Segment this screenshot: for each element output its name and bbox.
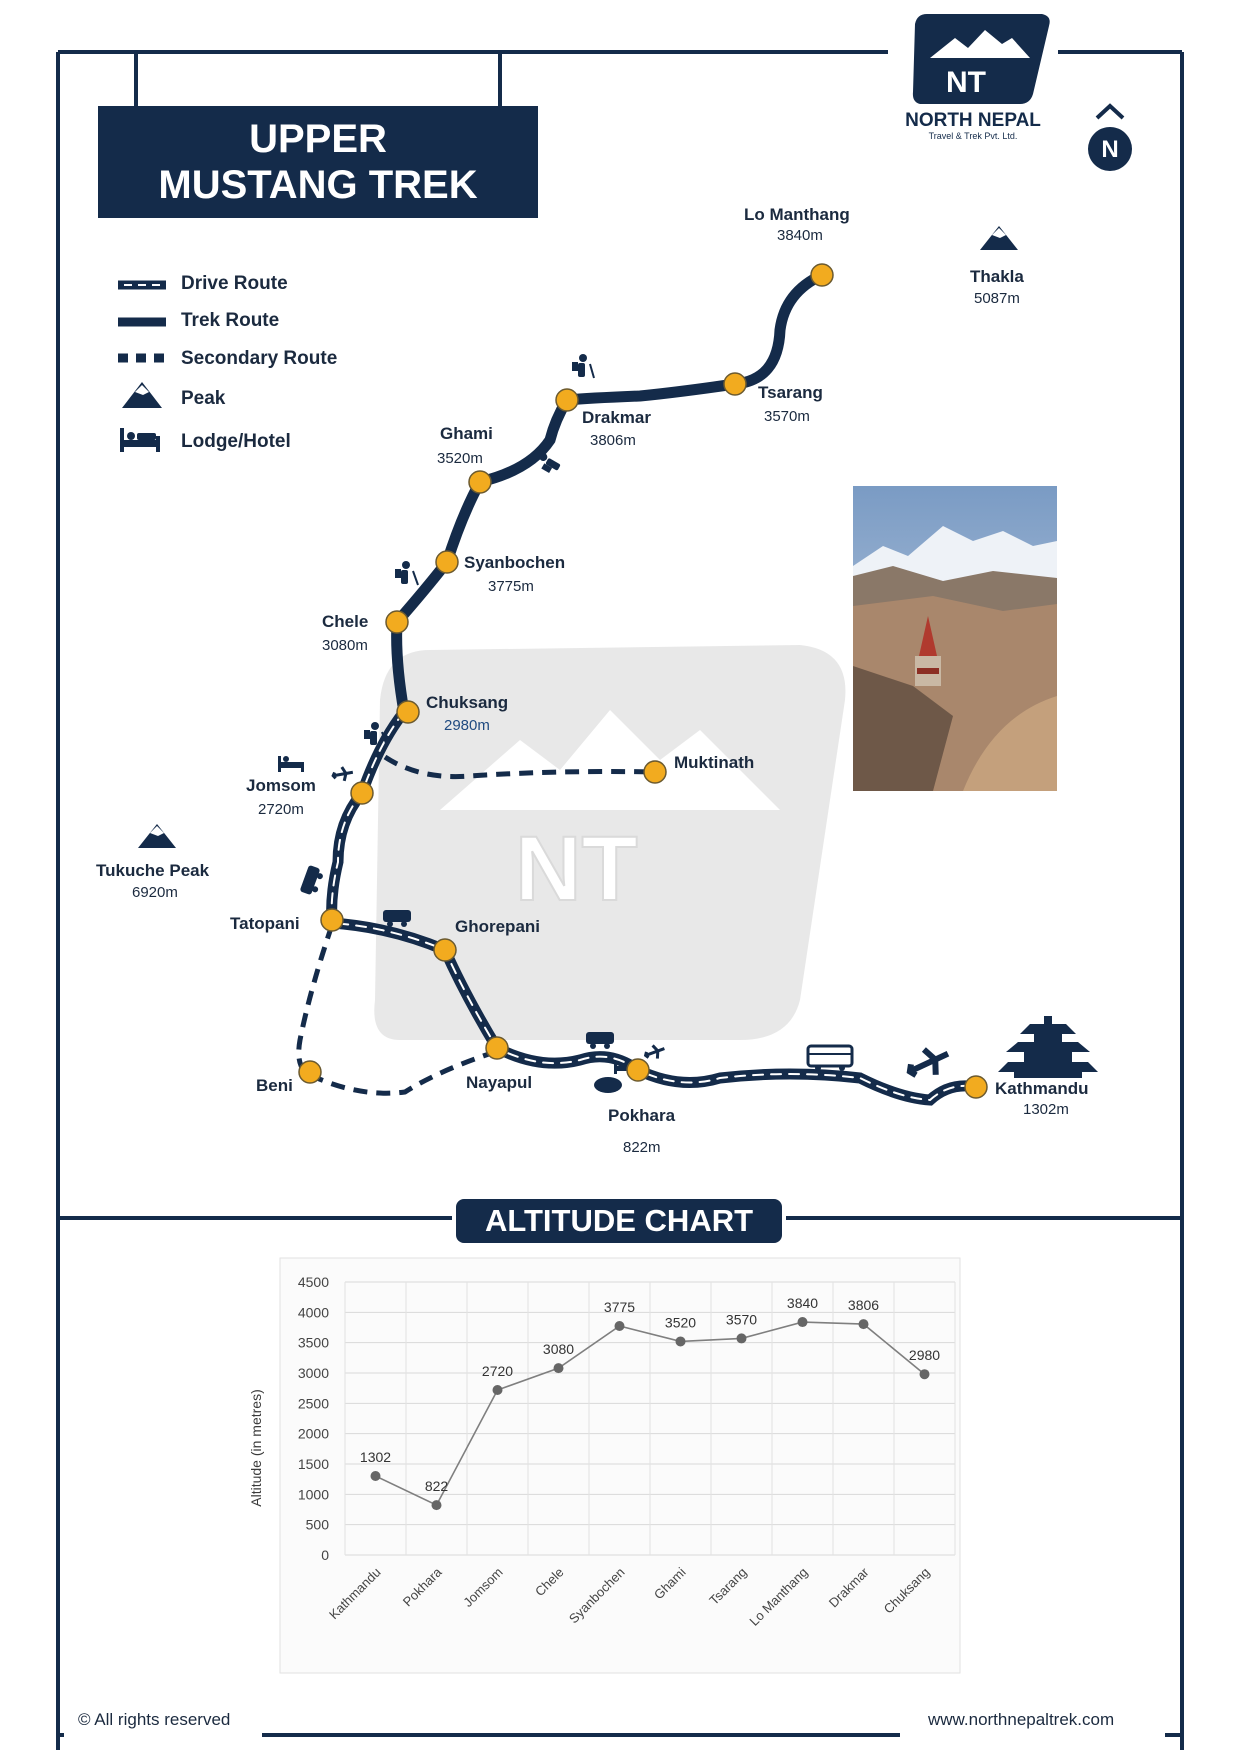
marker-jomsom [351,782,373,804]
legend-trek-route: Trek Route [181,310,280,331]
place-label-chuksang: Chuksang [426,693,509,712]
data-point [432,1500,442,1510]
plane-icon [904,1041,954,1084]
data-label: 3806 [847,1297,880,1314]
data-label: 3775 [603,1298,636,1315]
y-tick-label: 1000 [297,1486,329,1503]
place-label-beni: Beni [256,1076,293,1095]
marker-kathmandu [965,1076,987,1098]
svg-text:NT: NT [515,818,638,920]
place-label-drakmar: Drakmar [582,408,651,427]
altitude-chart-title: ALTITUDE CHART [456,1199,782,1243]
marker-pokhara [627,1059,649,1081]
marker-nayapul [486,1037,508,1059]
place-alt-ghami: 3520m [437,450,483,467]
y-tick-label: 4000 [297,1304,329,1321]
plane-icon [332,765,354,782]
data-point [737,1333,747,1343]
y-tick-label: 1500 [297,1456,329,1472]
data-label: 1302 [359,1449,392,1466]
marker-ghorepani [434,939,456,961]
place-alt-syanbochen: 3775m [488,578,534,595]
y-tick-label: 500 [305,1516,329,1533]
data-point [554,1363,564,1373]
x-tick-label: Syanbochen [565,1564,628,1627]
marker-chele [386,611,408,633]
title-line-1: UPPER [249,117,387,161]
place-label-chele: Chele [322,612,369,631]
page-title [98,106,538,218]
data-label: 822 [424,1478,449,1495]
bus-icon [808,1046,852,1071]
peak-alt-thakla: 5087m [974,290,1020,307]
mustang-landscape-photo [853,486,1057,791]
place-label-kathmandu: Kathmandu [995,1079,1089,1098]
place-label-jomsom: Jomsom [246,776,316,795]
y-tick-label: 4500 [297,1274,329,1290]
svg-text:NT: NT [946,66,986,99]
x-tick-label: Drakmar [825,1564,872,1611]
peak-label-tukuche: Tukuche Peak [96,861,210,880]
place-label-syanbochen: Syanbochen [464,553,566,572]
marker-beni [299,1061,321,1083]
altitude-chart-area [280,1258,960,1673]
data-point [615,1321,625,1331]
legend-peak: Peak [181,388,226,409]
data-point [859,1319,869,1329]
data-label: 2720 [481,1362,514,1379]
place-alt-kathmandu: 1302m [1023,1101,1069,1118]
marker-drakmar [556,389,578,411]
place-label-ghami: Ghami [440,424,493,443]
peak-icon [122,382,162,408]
legend-drive-route: Drive Route [181,273,288,294]
data-point [493,1385,503,1395]
data-label: 3840 [786,1295,819,1312]
marker-tatopani [321,909,343,931]
logo-tagline: Travel & Trek Pvt. Ltd. [928,131,1018,141]
x-tick-label: Chuksang [880,1564,933,1617]
marker-syanbochen [436,551,458,573]
x-tick-label: Tsarang [706,1564,750,1608]
data-point [920,1369,930,1379]
pagoda-icon [998,1016,1098,1078]
data-point [676,1336,686,1346]
marker-chuksang [397,701,419,723]
place-label-ghorepani: Ghorepani [455,917,541,936]
place-alt-lo-manthang: 3840m [777,227,823,244]
place-label-lo-manthang: Lo Manthang [744,205,850,224]
logo-name: NORTH NEPAL [905,110,1041,131]
hiker-icon [572,354,594,378]
x-tick-label: Chele [531,1564,567,1600]
peak-icon-thakla [980,226,1018,250]
place-label-pokhara: Pokhara [608,1106,676,1125]
peak-alt-tukuche: 6920m [132,884,178,901]
place-label-tsarang: Tsarang [758,383,823,402]
data-point [798,1317,808,1327]
company-logo [888,12,1058,142]
place-label-muktinath: Muktinath [674,753,755,772]
x-tick-label: Kathmandu [325,1564,384,1623]
y-tick-label: 3500 [297,1334,329,1351]
lake-icon [594,1077,622,1093]
place-label-tatopani: Tatopani [230,914,300,933]
x-tick-label: Lo Manthang [746,1564,811,1629]
x-tick-label: Ghami [650,1564,689,1603]
copyright-text: © All rights reserved [78,1710,231,1729]
north-label: N [1101,136,1119,163]
title-line-2: MUSTANG TREK [158,163,478,207]
jeep-icon [300,865,326,897]
place-alt-chuksang: 2980m [444,717,490,734]
marker-muktinath [644,761,666,783]
peak-label-thakla: Thakla [970,267,1024,286]
y-tick-label: 2500 [297,1395,329,1412]
peak-icon-tukuche [138,824,176,848]
marker-tsarang [724,373,746,395]
marker-ghami [469,471,491,493]
lodge-icon [120,428,160,452]
legend-lodge: Lodge/Hotel [181,431,291,452]
place-alt-jomsom: 2720m [258,801,304,818]
x-tick-label: Jomsom [460,1564,506,1610]
hiker-icon [395,561,418,585]
plane-icon [643,1042,667,1062]
data-label: 3570 [725,1311,758,1328]
place-alt-tsarang: 3570m [764,408,810,425]
data-label: 3080 [542,1341,575,1358]
jeep-icon [586,1032,614,1049]
lodge-icon [278,756,304,772]
place-alt-drakmar: 3806m [590,432,636,449]
website-link[interactable]: www.northnepaltrek.com [928,1710,1115,1729]
y-tick-label: 0 [321,1547,329,1563]
data-label: 2980 [908,1347,941,1364]
y-tick-label: 3000 [297,1365,329,1381]
legend-secondary-route: Secondary Route [181,348,338,369]
marker-lo-manthang [811,264,833,286]
place-label-nayapul: Nayapul [466,1073,533,1092]
legend-icons [118,285,166,452]
chart-y-axis-label: Altitude (in metres) [248,1389,264,1507]
data-label: 3520 [664,1314,697,1331]
place-alt-chele: 3080m [322,637,368,654]
x-tick-label: Pokhara [399,1564,445,1610]
data-point [371,1471,381,1481]
place-alt-pokhara: 822m [623,1139,661,1156]
y-tick-label: 2000 [297,1425,329,1442]
